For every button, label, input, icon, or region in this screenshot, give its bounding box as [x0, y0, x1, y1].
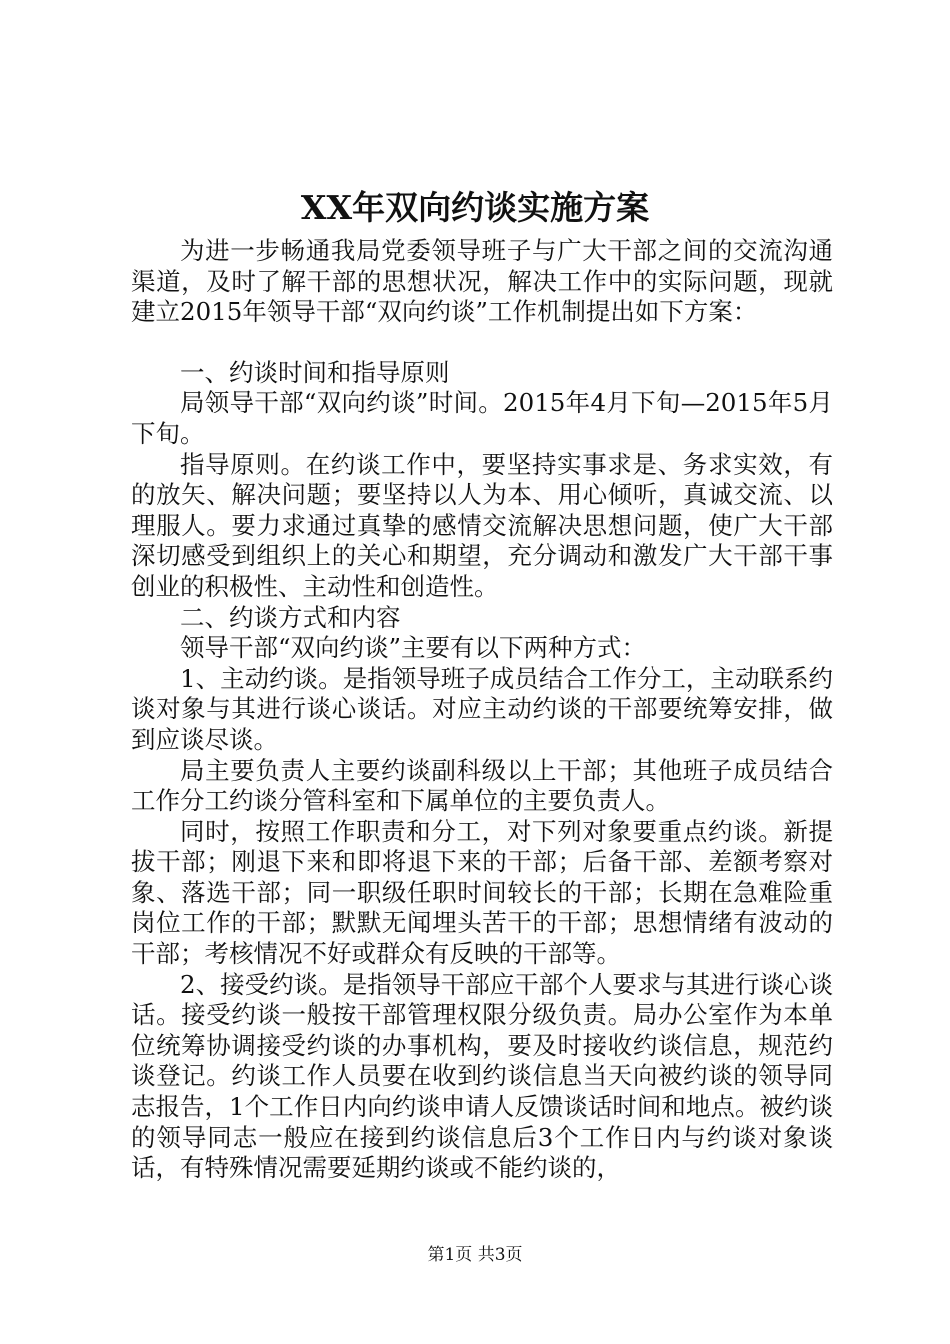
paragraph-methods-intro: 领导干部“双向约谈”主要有以下两种方式：	[180, 633, 647, 663]
paragraph-key-targets: 同时，按照工作职责和分工，对下列对象要重点约谈。新提拔干部；刚退下来和即将退下来的干部；后备干部、差额考察对象、落选干部；同一职级任职时间较长的干部；长期在急难险重岗位工作的干部；默默无闻埋头苦干的干部；思想情绪有波动的干部；考核情况不好或群众有反映的干部等。	[131, 816, 833, 969]
paragraph-accept-interview: 2、接受约谈。是指领导干部应干部个人要求与其进行谈心谈话。接受约谈一般按干部管理权限分级负责。局办公室作为本单位统筹协调接受约谈的办事机构，要及时接收约谈信息，规范约谈登记。约谈工作人员要在收到约谈信息当天向被约谈的领导同志报告，1个工作日内向约谈申请人反馈谈话时间和地点。被约谈的领导同志一般应在接到约谈信息后3个工作日内与约谈对象谈话，有特殊情况需要延期约谈或不能约谈的，	[131, 969, 833, 1183]
paragraph-time: 局领导干部“双向约谈”时间。2015年4月下旬—2015年5月下旬。	[131, 388, 833, 448]
document-title: XX年双向约谈实施方案	[300, 188, 650, 227]
document-body	[131, 236, 833, 1184]
paragraph-main-leader: 局主要负责人主要约谈副科级以上干部；其他班子成员结合工作分工约谈分管科室和下属单位的主要负责人。	[131, 755, 833, 816]
intro-paragraph: 为进一步畅通我局党委领导班子与广大干部之间的交流沟通渠道，及时了解干部的思想状况，解决工作中的实际问题，现就建立2015年领导干部“双向约谈”工作机制提出如下方案：	[131, 236, 833, 327]
section-heading-1: 一、约谈时间和指导原则	[180, 357, 450, 387]
page-footer: 第1页 共3页	[427, 1245, 523, 1265]
paragraph-principle: 指导原则。在约谈工作中，要坚持实事求是、务求实效，有的放矢、解决问题；要坚持以人为本、用心倾听，真诚交流、以理服人。要力求通过真挚的感情交流解决思想问题，使广大干部深切感受到组织上的关心和期望，充分调动和激发广大干部干事创业的积极性、主动性和创造性。	[131, 449, 833, 601]
paragraph-active-interview: 1、主动约谈。是指领导班子成员结合工作分工，主动联系约谈对象与其进行谈心谈话。对应主动约谈的干部要统筹安排，做到应谈尽谈。	[131, 663, 833, 754]
section-heading-2: 二、约谈方式和内容	[180, 602, 401, 632]
